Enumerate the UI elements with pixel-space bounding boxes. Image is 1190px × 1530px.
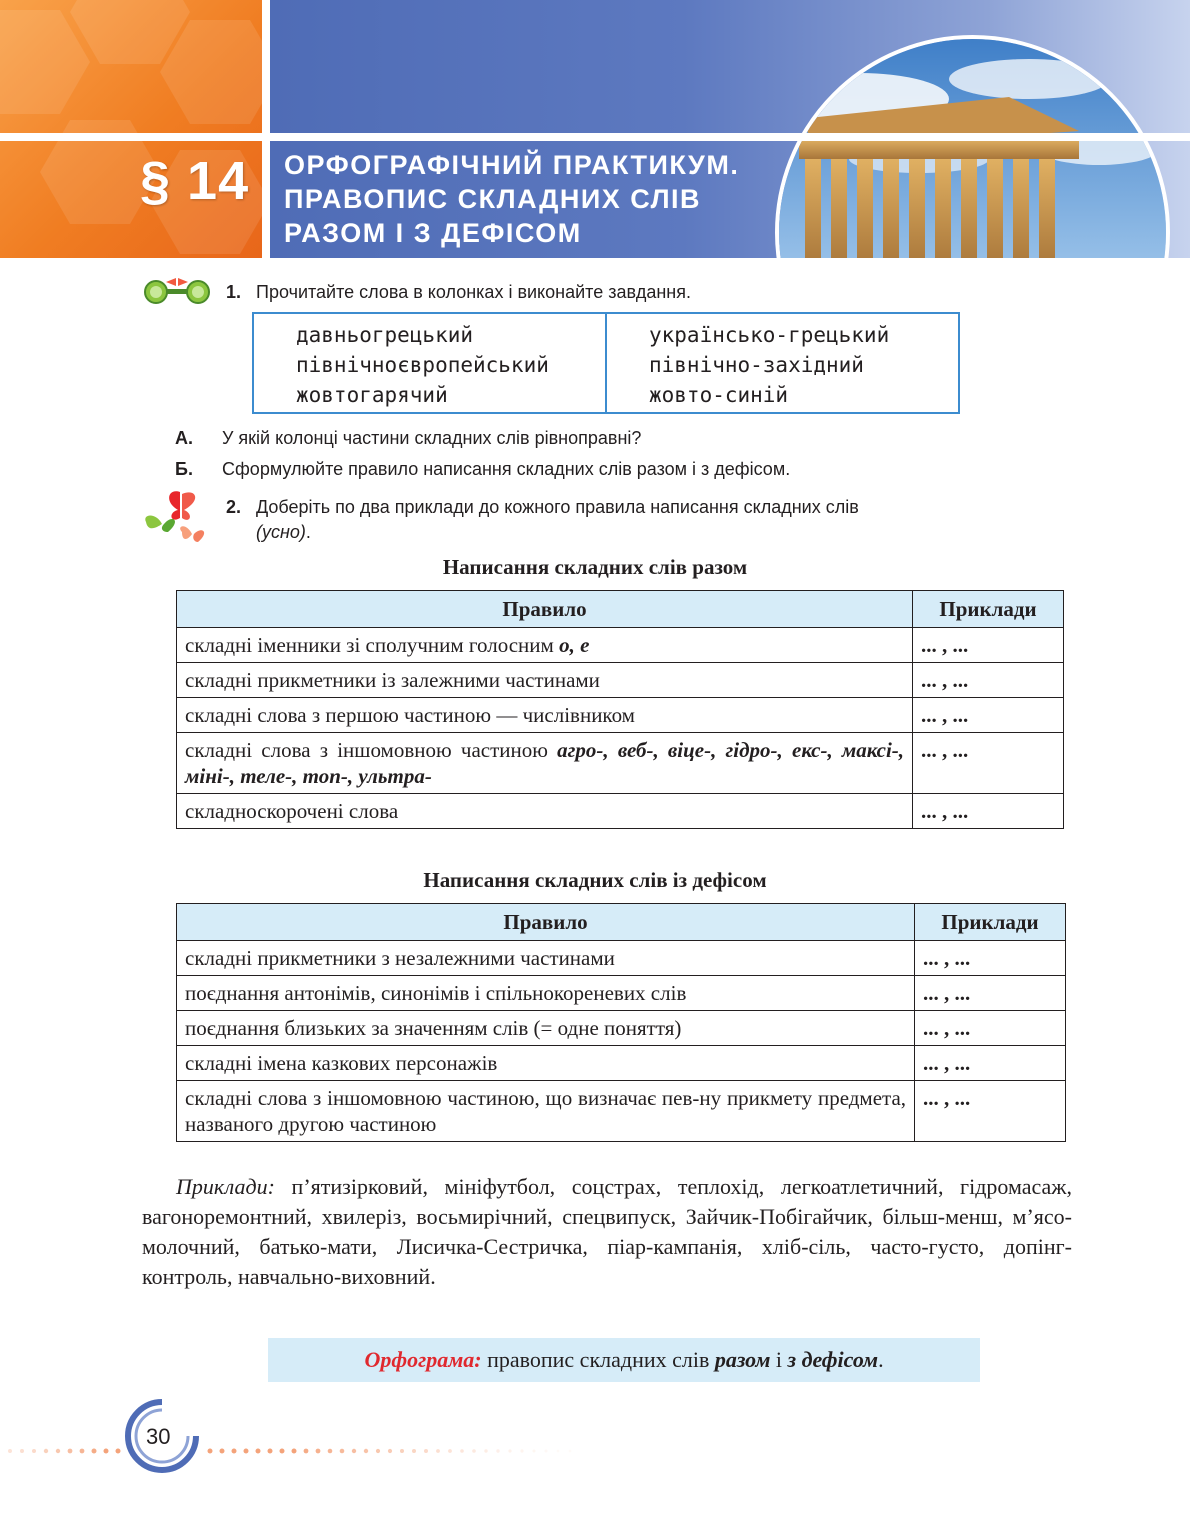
examples-paragraph bbox=[142, 1172, 1072, 1292]
page-number: 30 bbox=[146, 1424, 171, 1449]
table-2-caption: Написання складних слів із дефісом bbox=[423, 868, 767, 892]
orthogram-text: правопис складних слів bbox=[481, 1347, 715, 1372]
table-row bbox=[177, 794, 1064, 829]
task-2-number: 2. bbox=[226, 497, 242, 517]
section-title-line-3: РАЗОМ І З ДЕФІСОМ bbox=[284, 218, 582, 248]
rule-cell bbox=[177, 794, 913, 829]
examples-cell: ... , ... bbox=[915, 941, 1066, 976]
rule-cell: поєднання антонімів, синонімів і спільнокореневих слів bbox=[177, 976, 915, 1011]
rule-cell bbox=[177, 698, 913, 733]
question-a-text: У якій колонці частини складних слів рівноправні? bbox=[222, 428, 642, 448]
orthogram-emphasis: разом bbox=[714, 1347, 771, 1372]
words-column-right bbox=[605, 314, 958, 412]
examples-cell: ... , ... bbox=[913, 794, 1064, 829]
column-header-examples: Приклади bbox=[915, 904, 1066, 941]
table-row bbox=[177, 1046, 1066, 1081]
rule-cell bbox=[177, 733, 913, 794]
word-item: жовтогарячий bbox=[296, 383, 448, 407]
rule-text: складні слова з першою частиною — числівником bbox=[185, 703, 635, 727]
task-2-oral-note: (усно) bbox=[256, 522, 306, 542]
parthenon-photo bbox=[775, 35, 1170, 258]
butterflies-icon bbox=[142, 488, 220, 550]
footer-dots bbox=[0, 1448, 590, 1454]
rule-cell bbox=[177, 628, 913, 663]
orthogram-end: . bbox=[878, 1347, 884, 1372]
table-row bbox=[177, 628, 1064, 663]
task-2-text-line-2 bbox=[256, 522, 311, 543]
rule-cell: складні прикметники з незалежними частинами bbox=[177, 941, 915, 976]
examples-cell: ... , ... bbox=[915, 976, 1066, 1011]
orthogram-label: Орфограма: bbox=[364, 1347, 482, 1372]
rule-text: складні слова з іншомовною частиною bbox=[185, 738, 558, 762]
table-header-row bbox=[177, 591, 1064, 628]
table-1-caption: Написання складних слів разом bbox=[442, 555, 748, 579]
task-1-text: Прочитайте слова в колонках і виконайте завдання. bbox=[256, 282, 691, 302]
table-hyphen bbox=[176, 903, 1066, 1142]
word-item: давньогрецький bbox=[296, 323, 474, 347]
examples-cell: ... , ... bbox=[915, 1046, 1066, 1081]
orthogram-box bbox=[268, 1338, 980, 1382]
examples-cell: ... , ... bbox=[913, 628, 1064, 663]
rule-cell bbox=[177, 663, 913, 698]
rule-text: складноскорочені слова bbox=[185, 799, 399, 823]
column-header-rule: Правило bbox=[177, 591, 913, 628]
table-together bbox=[176, 590, 1064, 829]
rule-emphasis: о, е bbox=[559, 633, 590, 657]
rule-cell: поєднання близьких за значенням слів (= одне поняття) bbox=[177, 1011, 915, 1046]
question-b-label: Б. bbox=[175, 459, 193, 479]
rule-cell: складні імена казкових персонажів bbox=[177, 1046, 915, 1081]
word-item: українсько-грецький bbox=[649, 323, 890, 347]
word-item: жовто-синій bbox=[649, 383, 789, 407]
examples-cell: ... , ... bbox=[913, 698, 1064, 733]
column-header-rule: Правило bbox=[177, 904, 915, 941]
task-2-text-line-1: Доберіть по два приклади до кожного правила написання складних слів bbox=[256, 497, 859, 517]
examples-cell: ... , ... bbox=[915, 1081, 1066, 1142]
table-row bbox=[177, 698, 1064, 733]
orthogram-emphasis: з дефісом bbox=[787, 1347, 879, 1372]
header-divider-vertical bbox=[262, 0, 270, 258]
word-item: північно-західний bbox=[649, 353, 864, 377]
question-b-text: Сформулюйте правило написання складних слів разом і з дефісом. bbox=[222, 459, 791, 479]
rule-emphasis: агро-, веб-, віце-, гідро-, екс-, максі-, міні-, теле-, топ-, ультра- bbox=[185, 738, 905, 788]
task-2-text-end: . bbox=[305, 522, 311, 542]
rule-cell: складні слова з іншомовною частиною, що визначає пев-ну прикмету предмета, названого другою частиною bbox=[177, 1081, 915, 1142]
examples-cell: ... , ... bbox=[913, 663, 1064, 698]
examples-cell: ... , ... bbox=[915, 1011, 1066, 1046]
rule-text: складні прикметники із залежними частинами bbox=[185, 668, 600, 692]
task-1-number: 1. bbox=[226, 282, 242, 302]
question-a-label: А. bbox=[175, 428, 193, 448]
table-row bbox=[177, 941, 1066, 976]
rule-text: складні іменники зі сполучним голосним bbox=[185, 633, 560, 657]
table-row bbox=[177, 733, 1064, 794]
word-item: північноєвропейський bbox=[296, 353, 549, 377]
section-title-line-2: ПРАВОПИС СКЛАДНИХ СЛІВ bbox=[284, 184, 702, 214]
header-photo-clip bbox=[0, 0, 1190, 258]
section-title-line-1: ОРФОГРАФІЧНИЙ ПРАКТИКУМ. bbox=[284, 150, 740, 180]
examples-text: п’ятизірковий, мініфутбол, соцстрах, теплохід, легкоатлетичний, гідромасаж, вагоноремонтний, хвилеріз, восьмирічний, спецвипуск, Зайчик-Побігайчик, більш-менш, м’ясо-молочний, батько-мати, Лисичка-Сестричка, піар-кампанія, хліб-сіль, часто-густо, допінг-контроль, навчально-виховний. bbox=[142, 1174, 1072, 1289]
words-column-left bbox=[254, 314, 605, 412]
section-number: § 14 bbox=[140, 151, 250, 211]
examples-label: Приклади: bbox=[176, 1174, 275, 1199]
glasses-icon bbox=[142, 276, 214, 306]
table-row bbox=[177, 976, 1066, 1011]
table-row bbox=[177, 1011, 1066, 1046]
table-header-row bbox=[177, 904, 1066, 941]
orthogram-text: і bbox=[770, 1347, 788, 1372]
words-columns-box bbox=[252, 312, 960, 414]
examples-cell: ... , ... bbox=[913, 733, 1064, 794]
table-row bbox=[177, 1081, 1066, 1142]
header-divider bbox=[0, 133, 1190, 141]
column-header-examples: Приклади bbox=[913, 591, 1064, 628]
table-row bbox=[177, 663, 1064, 698]
